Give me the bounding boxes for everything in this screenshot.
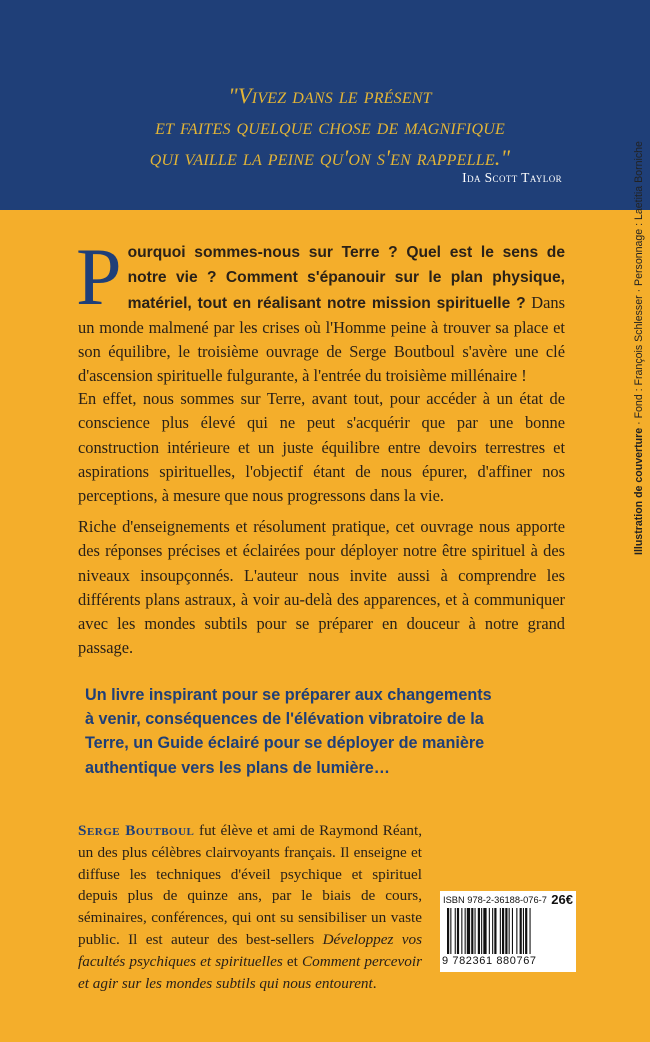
author-name: Serge Boutboul <box>78 822 195 839</box>
barcode-bar <box>478 908 480 954</box>
barcode-panel <box>440 891 576 972</box>
cover-credits <box>633 141 645 555</box>
intro-paragraph <box>76 231 565 389</box>
drop-cap: P <box>76 231 122 322</box>
barcode-bar <box>502 908 504 954</box>
barcode-bar <box>447 908 449 954</box>
quote-line: et faites quelque chose de magnifique <box>155 114 505 139</box>
barcode-bar <box>530 908 531 954</box>
highlight-blurb <box>85 683 559 780</box>
barcode-bars <box>447 908 569 954</box>
bio-end: . <box>372 974 377 992</box>
highlight-line: à venir, conséquences de l'élévation vibratoire de la <box>85 710 484 729</box>
epigraph-quote <box>120 80 540 173</box>
author-bio <box>78 820 422 994</box>
barcode-bar <box>494 908 496 954</box>
barcode-bar <box>481 908 482 954</box>
barcode-bar <box>475 908 476 954</box>
barcode-bar <box>525 908 527 954</box>
barcode-bar <box>500 908 501 954</box>
credit-text: · Fond : François Schlesser · Personnage : Laetitia Borniche <box>633 141 645 428</box>
credit-label: Illustration de couverture <box>633 427 645 555</box>
barcode-bar <box>505 908 507 954</box>
barcode-bar <box>492 908 493 954</box>
quote-author: Ida Scott Taylor <box>462 170 562 185</box>
body-paragraph-3: Riche d'enseignements et résolument pratique, cet ouvrage nous apporte des réponses précises et éclairées pour déployer notre être spirituel à des niveaux insoupçonnés. L'auteur nous invite aussi à comprendre les différents plans astraux, à voir au-delà des apparences, et à communiquer avec les mondes subtils pour se préparer en douceur à notre grand passage. <box>78 517 565 658</box>
bio-text: fut élève et ami de Raymond Réant, un des plus célèbres clairvoyants français. Il enseigne et diffuse les techniques d'éveil psychique et spirituel depuis plus de quinze ans, par le biais de cours, séminaires, conférences, qui ont su sensibiliser un vaste public. Il est auteur des best-sellers <box>78 822 422 948</box>
quote-line: "Vivez dans le présent <box>228 83 432 108</box>
barcode-bar <box>509 908 510 954</box>
barcode-bar <box>520 908 522 954</box>
barcode-bar <box>457 908 459 954</box>
book-title-1: Développez vos facultés psychiques et spirituelles <box>78 930 423 970</box>
intro-rest: Dans un monde malmené par les crises où l'Homme peine à trouver sa place et son équilibre, le troisième ouvrage de Serge Boutboul s'avère une clé d'ascension spirituelle fulgurante, à l'entrée du troisième millénaire ! <box>78 292 565 386</box>
barcode-bar <box>523 908 524 954</box>
barcode-digits: 9 782361 880767 <box>442 955 537 967</box>
barcode-bar <box>512 908 513 954</box>
barcode-bar <box>471 908 473 954</box>
price-label: 26€ <box>551 892 573 907</box>
quote-line: qui vaille la peine qu'on s'en rappelle." <box>149 145 511 170</box>
highlight-line: Un livre inspirant pour se préparer aux changements <box>85 686 492 704</box>
barcode-bar <box>483 908 486 954</box>
body-paragraph-2: En effet, nous sommes sur Terre, avant tout, pour accéder à un état de conscience plus élevé qui ne peut s'acquérir que par une bonne construction intérieure et un juste équilibre entre devoirs terrestres et aspirations spirituelles, l'objectif étant de nous épurer, d'affiner nos perceptions, à mesure que nous progressons dans la vie. <box>78 389 565 506</box>
highlight-line: Terre, un Guide éclairé pour se déployer de manière <box>85 734 485 753</box>
barcode-bar <box>467 908 470 954</box>
barcode-bar <box>455 908 456 954</box>
isbn-label: ISBN 978-2-36188-076-7 <box>443 895 547 905</box>
highlight-line: authentique vers les plans de lumière… <box>85 758 390 777</box>
book-title-2: Comment percevoir et agir sur les mondes subtils qui nous entourent <box>78 952 422 992</box>
intro-lead: ourquoi sommes-nous sur Terre ? Quel est le sens de notre vie ? Comment s'épanouir sur le plan physique, matériel, tout en réalisant notre mission spirituelle ? <box>127 244 565 312</box>
barcode-bar <box>461 908 462 954</box>
barcode-bar <box>465 908 466 954</box>
barcode-bar <box>489 908 490 954</box>
bio-and: et <box>282 952 303 970</box>
barcode-bar <box>450 908 451 954</box>
barcode-bar <box>516 908 517 954</box>
